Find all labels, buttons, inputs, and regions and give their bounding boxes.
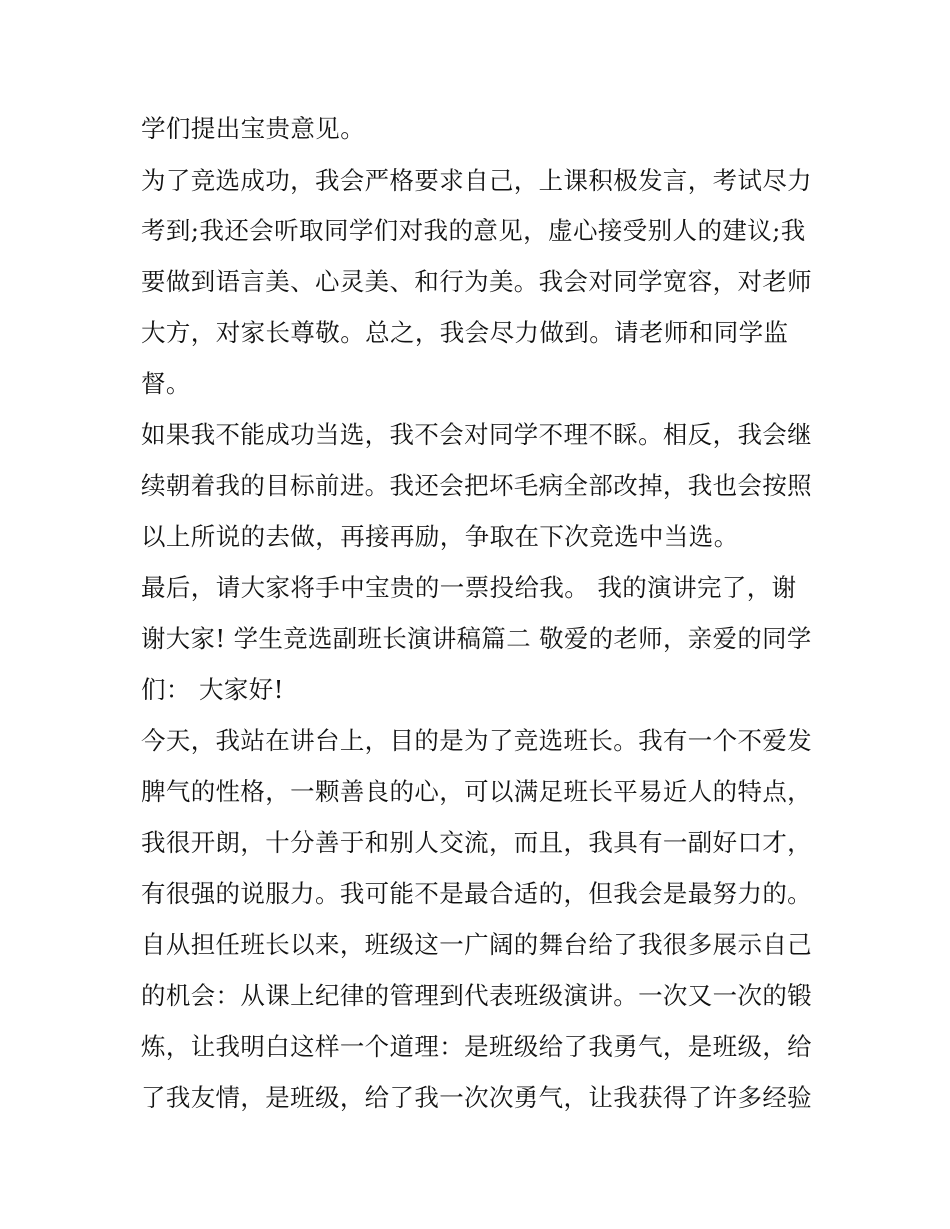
text-line: 谢大家! 学生竞选副班长演讲稿篇二 敬爱的老师，亲爱的同学 — [141, 624, 812, 653]
text-line: 我很开朗，十分善于和别人交流，而且，我具有一副好口才， — [141, 828, 813, 857]
text-line: 大方，对家长尊敬。总之，我会尽力做到。请老师和同学监 — [141, 318, 789, 347]
text-line: 如果我不能成功当选，我不会对同学不理不睬。相反，我会继 — [141, 420, 813, 449]
text-line: 的机会：从课上纪律的管理到代表班级演讲。一次又一次的锻 — [141, 981, 813, 1010]
text-line: 为了竞选成功，我会严格要求自己，上课积极发言，考试尽力 — [141, 166, 813, 195]
text-line: 考到;我还会听取同学们对我的意见，虚心接受别人的建议;我 — [141, 216, 806, 245]
text-line: 要做到语言美、心灵美、和行为美。我会对同学宽容，对老师 — [141, 267, 813, 296]
text-line: 学们提出宝贵意见。 — [141, 114, 366, 143]
text-line: 今天，我站在讲台上，目的是为了竞选班长。我有一个不爱发 — [141, 726, 813, 755]
text-line: 续朝着我的目标前进。我还会把坏毛病全部改掉，我也会按照 — [141, 471, 813, 500]
text-line: 了我友情，是班级，给了我一次次勇气，让我获得了许多经验 — [141, 1083, 813, 1112]
text-line: 有很强的说服力。我可能不是最合适的，但我会是最努力的。 — [141, 879, 813, 908]
text-line: 最后，请大家将手中宝贵的一票投给我。 我的演讲完了，谢 — [141, 573, 797, 602]
text-line: 们： 大家好! — [141, 675, 284, 704]
text-line: 脾气的性格，一颗善良的心，可以满足班长平易近人的特点， — [141, 777, 813, 806]
text-line: 自从担任班长以来，班级这一广阔的舞台给了我很多展示自己 — [141, 930, 813, 959]
text-line: 督。 — [141, 369, 191, 398]
text-line: 以上所说的去做，再接再励，争取在下次竞选中当选。 — [141, 522, 739, 551]
text-line: 炼，让我明白这样一个道理：是班级给了我勇气，是班级，给 — [141, 1032, 813, 1061]
